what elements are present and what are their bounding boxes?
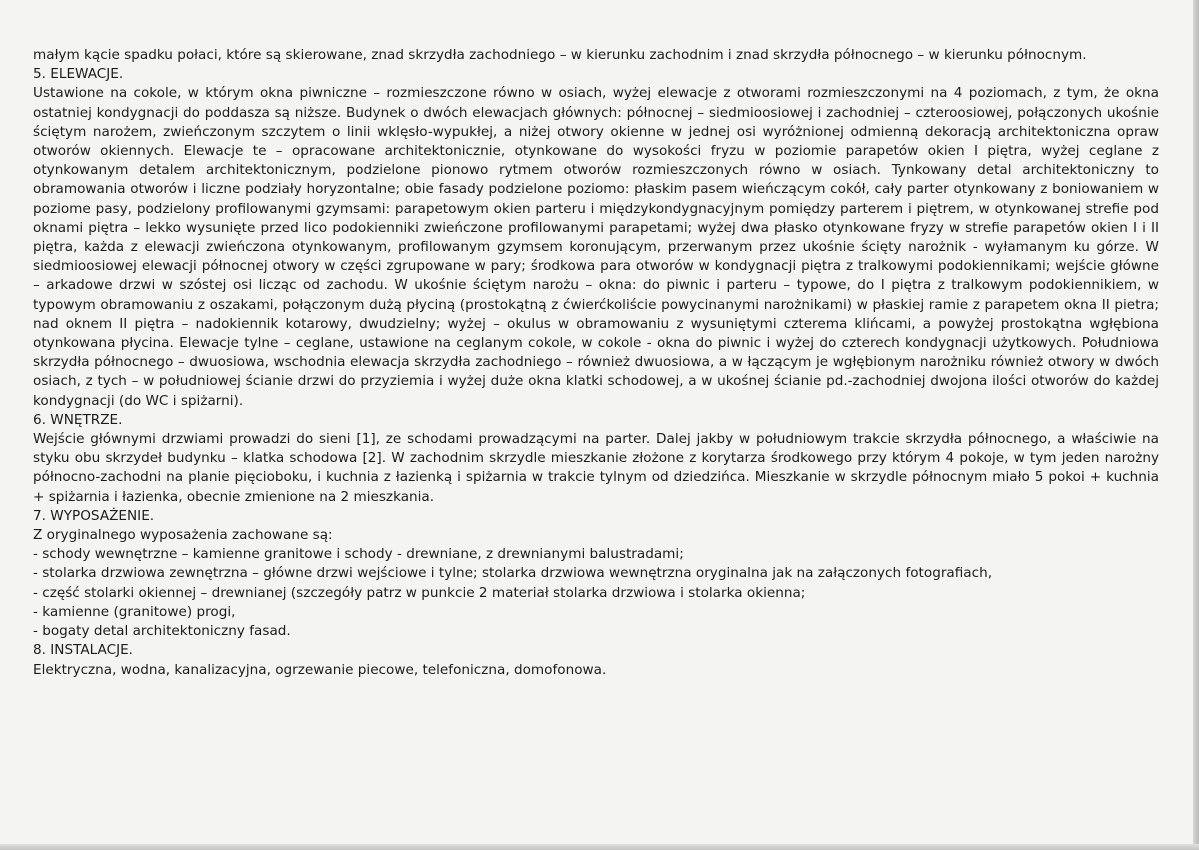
section-7-intro: Z oryginalnego wyposażenia zachowane są: — [33, 527, 333, 544]
section-5-heading: 5. ELEWACJE. — [33, 66, 124, 83]
list-item: - stolarka drzwiowa zewnętrzna – główne drzwi wejściowe i tylne; stolarka drzwiowa wewnętrzna oryginalna jak na załączonych fotografiach, — [33, 565, 993, 582]
section-8-heading: 8. INSTALACJE. — [33, 642, 134, 659]
list-item: - kamienne (granitowe) progi, — [33, 603, 236, 620]
section-5-body: Ustawione na cokole, w którym okna piwniczne – rozmieszczone równo w osiach, wyżej elewacje z otworami rozmieszczonymi na 4 poziomach, z tym, że okna ostatniej kondygnacji do poddasza są niższe. Budynek o dwóch elewacjach głównych: północnej – siedmioosiowej i zachodniej – czteroosiowej, połączonych ukośnie ściętym narożem, zwieńczonym szczytem o linii wklęsło-wypukłej, a niżej otwory okienne w jednej osi wyróżnionej odmienną dekoracją architektoniczna opraw otworów okiennych. Elewacje te – opracowane architektonicznie, otynkowane do wysokości fryzu w poziomie parapetów okien I piętra, wyżej ceglane z otynkowanym detalem architektonicznym, podzielone pionowo rytmem otworów rozmieszczonych równo w osiach. Tynkowany detal architektoniczny to obramowania otworów i liczne podziały horyzontalne; obie fasady podzielone poziomo: płaskim pasem wieńczącym cokół, cały parter otynkowany z boniowaniem w poziome pasy, podzielony profilowanymi gzymsami: parapetowym okien parteru i międzykondygnacyjnym pomiędzy parterem i piętrem, w otynkowanej strefie pod oknami piętra – lekko wysunięte przed lico podokienniki zwieńczone profilowanymi parapetami; wyżej dwa płasko otynkowane fryzy w strefie parapetów okien I i II piętra, każda z elewacji zwieńczona otynkowanym, profilowanym gzymsem koronującym, przerwanym przez ukośnie ścięty narożnik - wyłamanym ku górze. W siedmioosiowej elewacji północnej otwory w części zgrupowane w pary; środkowa para otworów w kondygnacji piętra z tralkowymi podokiennikami; wejście główne – arkadowe drzwi w szóstej osi licząc od zachodu. W ukośnie ściętym narożu – okna: do piwnic i parteru – typowe, do I piętra z tralkowym podokiennikiem, w typowym obramowaniu z oszakami, połączonym dużą płyciną (prostokątną z ćwierćkoliście powycinanymi narożnikami) w płaskiej ramie z parapetem okna II pietra; nad oknem II piętra – nadokiennik kotarowy, dwudzielny; wyżej – okulus w obramowaniu z wysuniętymi czterema klińcami, a powyżej prostokątna wgłębiona otynkowana płycina. Elewacje tylne – ceglane, ustawione na ceglanym cokole, w cokole - okna do piwnic i wyżej do czterech kondygnacji użytkowych. Południowa skrzydła północnego – dwuosiowa, wschodnia elewacja skrzydła zachodniego – również dwuosiowa, a w łączącym je wgłębionym narożniku również otwory w dwóch osiach, z tych – w południowej ścianie drzwi do przyziemia i wyżej duże okna klatki schodowej, a w ukośnej ścianie pd.-zachodniej dwojona ilości otworów do każdej kondygnacji (do WC i spiżarni). — [33, 85, 1159, 409]
section-6-body: Wejście głównymi drzwiami prowadzi do sieni [1], ze schodami prowadzącymi na parter. Dalej jakby w południowym trakcie skrzydła północnego, a właściwie na styku obu skrzydeł budynku – klatka schodowa [2]. W zachodnim skrzydle mieszkanie złożone z korytarza środkowego przy którym 4 pokoje, w tym jeden narożny północno-zachodni na planie pięcioboku, i kuchnia z łazienką i spiżarnia w trakcie tylnym od dziedzińca. Mieszkanie w skrzydle północnym miało 5 pokoi + kuchnia + spiżarnia i łazienka, obecnie zmienione na 2 mieszkania. — [33, 431, 1159, 505]
section-7-heading: 7. WYPOSAŻENIE. — [33, 507, 155, 524]
document-body — [33, 46, 1159, 680]
intro-paragraph: małym kącie spadku połaci, które są skierowane, znad skrzydła zachodniego – w kierunku zachodnim i znad skrzydła północnego – w kierunku północnym. — [33, 47, 1087, 63]
page-edge-right — [1193, 0, 1199, 850]
list-item: - część stolarki okiennej – drewnianej (szczegóły patrz w punkcie 2 materiał stolarka drzwiowa i stolarka okienna; — [33, 584, 806, 601]
section-6-heading: 6. WNĘTRZE. — [33, 411, 123, 428]
equipment-list — [33, 545, 1159, 641]
list-item: - bogaty detal architektoniczny fasad. — [33, 623, 291, 640]
section-8-body: Elektryczna, wodna, kanalizacyjna, ogrzewanie piecowe, telefoniczna, domofonowa. — [33, 661, 607, 678]
list-item: - schody wewnętrzne – kamienne granitowe i schody - drewniane, z drewnianymi balustradami; — [33, 546, 684, 563]
page-edge-bottom — [0, 844, 1199, 850]
